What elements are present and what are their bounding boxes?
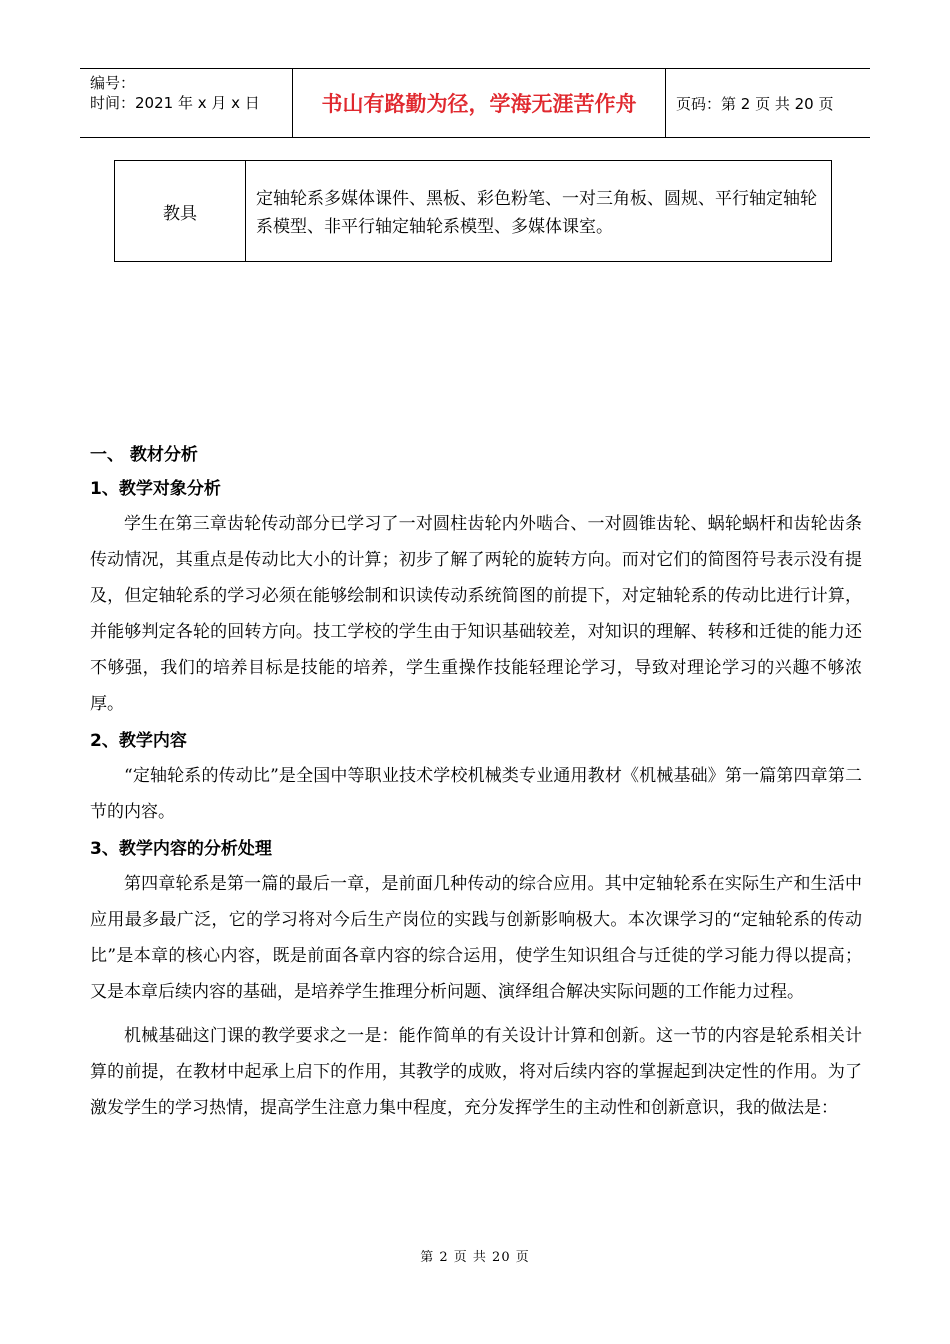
tools-label-cell: 教具 [115, 161, 246, 261]
paragraph-teaching-object: 学生在第三章齿轮传动部分已学习了一对圆柱齿轮内外啮合、一对圆锥齿轮、蜗轮蜗杆和齿轮齿条传动情况，其重点是传动比大小的计算；初步了解了两轮的旋转方向。而对它们的简图符号表示没有提及，但定轴轮系的学习必须在能够绘制和识读传动系统简图的前提下，对定轴轮系的传动比进行计算，并能够判定各轮的回转方向。技工学校的学生由于知识基础较差，对知识的理解、转移和迁徙的能力还不够强，我们的培养目标是技能的培养，学生重操作技能轻理论学习，导致对理论学习的兴趣不够浓厚。 [90, 514, 862, 714]
date-label: 时间：2021 年 x 月 x 日 [90, 94, 260, 112]
paragraph-content-analysis-2: 机械基础这门课的教学要求之一是：能作简单的有关设计计算和创新。这一节的内容是轮系相关计算的前提，在教材中起承上启下的作用，其教学的成败，将对后续内容的掌握起到决定性的作用。为了激发学生的学习热情，提高学生注意力集中程度，充分发挥学生的主动性和创新意识，我的做法是： [90, 1026, 862, 1118]
subheading-teaching-object: 1、教学对象分析 [90, 479, 221, 499]
paragraph-content-analysis-1: 第四章轮系是第一篇的最后一章，是前面几种传动的综合应用。其中定轴轮系在实际生产和生活中应用最多最广泛，它的学习将对今后生产岗位的实践与创新影响极大。本次课学习的“定轴轮系的传动比”是本章的核心内容，既是前面各章内容的综合运用，使学生知识组合与迁徙的学习能力得以提高；又是本章后续内容的基础，是培养学生推理分析问题、演绎组合解决实际问题的工作能力过程。 [90, 874, 862, 1002]
subheading-content-analysis: 3、教学内容的分析处理 [90, 839, 272, 859]
header-motto: 书山有路勤为径，学海无涯苦作舟 [293, 69, 666, 137]
page-footer: 第 2 页 共 20 页 [420, 1250, 530, 1265]
paragraph-teaching-content: “定轴轮系的传动比”是全国中等职业技术学校机械类专业通用教材《机械基础》第一篇第四章第二节的内容。 [90, 766, 862, 822]
header-page-code: 页码：第 2 页 共 20 页 [676, 94, 834, 113]
teaching-tools-table [114, 160, 832, 262]
subheading-teaching-content: 2、教学内容 [90, 731, 187, 751]
page-header [80, 68, 870, 138]
section-heading-textbook-analysis: 一、 教材分析 [90, 445, 198, 465]
document-body [90, 440, 862, 1126]
header-meta [80, 69, 293, 137]
tools-value-cell: 定轴轮系多媒体课件、黑板、彩色粉笔、一对三角板、圆规、平行轴定轴轮系模型、非平行轴定轴轮系模型、多媒体课室。 [256, 189, 817, 237]
number-label: 编号： [90, 74, 136, 92]
